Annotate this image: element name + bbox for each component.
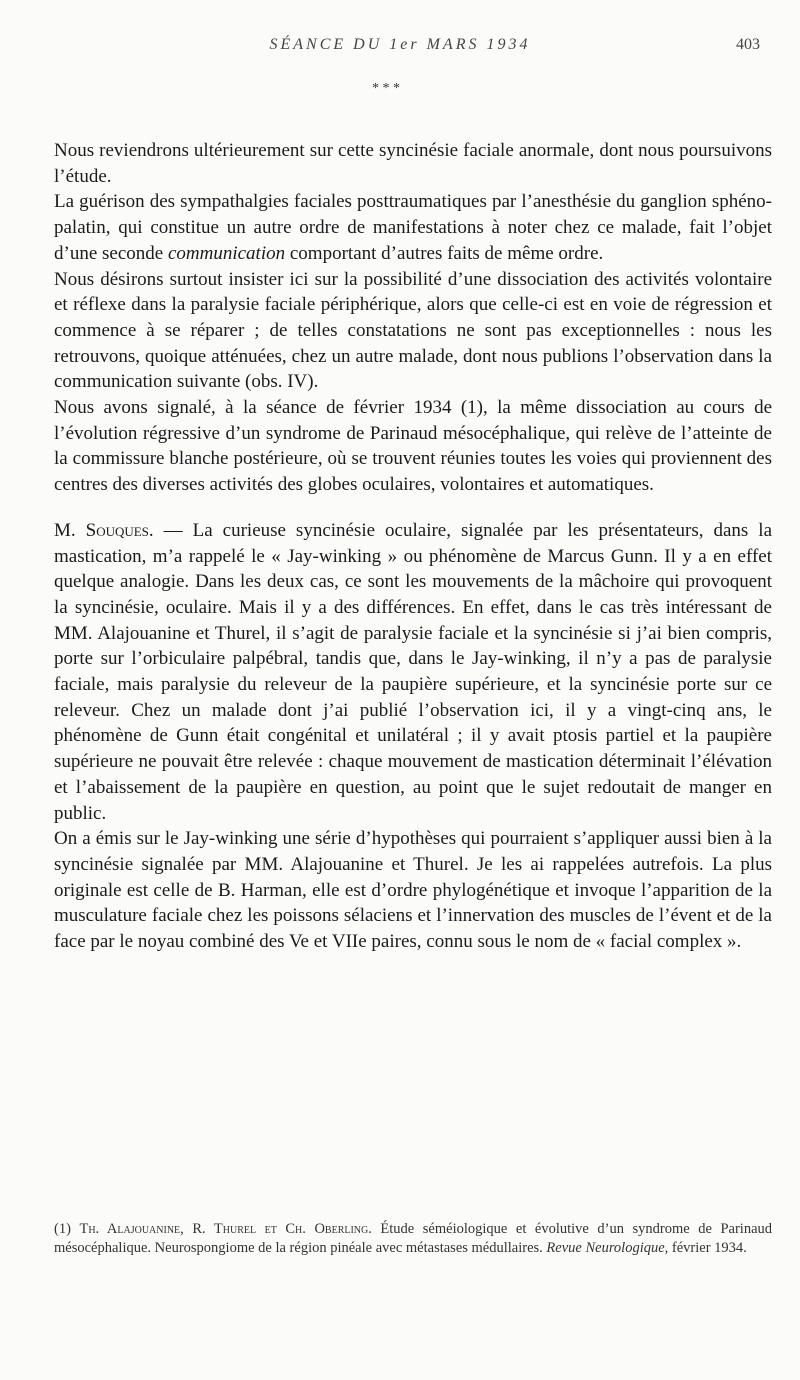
paragraph-2-end: comportant d’autres faits de même ordre. — [289, 242, 604, 264]
footnote-marker: (1) — [54, 1221, 71, 1237]
footnote — [54, 1220, 772, 1258]
paragraph-2 — [54, 189, 772, 266]
paragraph-4: Nous avons signalé, à la séance de février 1934 (1), la même dissociation au cours de l’évolution régressive d’un syndrome de Parinaud mésocéphalique, qui relève de l’atteinte de la commissure blanche postérieure, où se trouvent réunies toutes les voies qui proviennent des centres des diverses activités des globes oculaires, volontaires et automatiques. — [54, 397, 772, 496]
discussion-paragraph — [54, 518, 772, 826]
discussion-text: — La curieuse syncinésie oculaire, signalée par les présentateurs, dans la mastication, m’a rappelé le « Jay-winking » ou phénomène de Marcus Gunn. Il y a en effet quelque analogie. Dans les deux cas, ce sont les mouvements de la mâchoire qui provoquent la syncinésie, oculaire. Mais il y a des différences. En effet, dans le cas très intéressant de MM. Alajouanine et Thurel, il s’agit de paralysie faciale et la syncinésie si j’ai bien compris, porte sur l’orbiculaire palpébral, tandis que, dans le Jay-winking, il n’y a pas de paralysie faciale, mais paralysie du releveur de la paupière supérieure, et la syncinésie porte sur ce releveur. Chez un malade dont j’ai publié l’observation ici, il y a vingt-cinq ans, le phénomène de Gunn était congénital et unilatéral ; il y avait ptosis partiel et la paupière supérieure ne pouvait être relevée : chaque mouvement de mastication déterminait l’élévation et l’abaissement de la paupière en question, au point que le sujet redoutait de manger en public. — [54, 519, 773, 824]
paragraph-2-text: La guérison des sympathalgies faciales posttraumatiques par l’anesthésie du ganglion sphéno-palatin, qui constitue un autre ordre de manifestations à noter chez ce malade, fait l’objet d’une seconde — [54, 191, 772, 264]
paragraph-3: Nous désirons surtout insister ici sur la possibilité d’une dissociation des activités volontaire et réflexe dans la paralysie faciale périphérique, alors que celle-ci est en voie de régression et commence à se réparer ; de telles constatations ne sont pas exceptionnelles : nous les retrouvons, quoique atténuées, chez un autre malade, dont nous publions l’observation dans la communication suivante (obs. IV). — [54, 268, 772, 393]
speaker-name: M. Souques. — [54, 519, 154, 541]
footnote-authors: Th. Alajouanine, R. Thurel et Ch. Oberling. — [79, 1221, 372, 1237]
paragraph-2-italic: communication — [167, 242, 286, 264]
footnote-date: février 1934. — [671, 1240, 747, 1256]
section-separator-stars: * * * — [372, 81, 400, 96]
page-number: 403 — [736, 36, 760, 53]
running-header-title: SÉANCE DU 1er MARS 1934 — [269, 36, 531, 53]
main-text — [54, 138, 772, 955]
footnote-journal: Revue Neurologique, — [546, 1240, 669, 1256]
footnote-body — [54, 1220, 772, 1258]
discussion-paragraph-2: On a émis sur le Jay-winking une série d’hypothèses qui pourraient s’appliquer aussi bien à la syncinésie signalée par MM. Alajouanine et Thurel. Je les ai rappelées autrefois. La plus originale est celle de B. Harman, elle est d’ordre phylogénétique et invoque l’apparition de la musculature faciale chez les poissons sélaciens et l’innervation des muscles de l’évent et de la face par le noyau combiné des Ve et VIIe paires, connu sous le nom de « facial complex ». — [54, 828, 772, 953]
paragraph-1: Nous reviendrons ultérieurement sur cette syncinésie faciale anormale, dont nous poursuivons l’étude. — [54, 140, 772, 187]
footnote-text: Étude séméiologique et évolutive d’un syndrome de Parinaud mésocéphalique. Neurospongiome de la région pinéale avec métastases médullaires. — [54, 1221, 773, 1256]
